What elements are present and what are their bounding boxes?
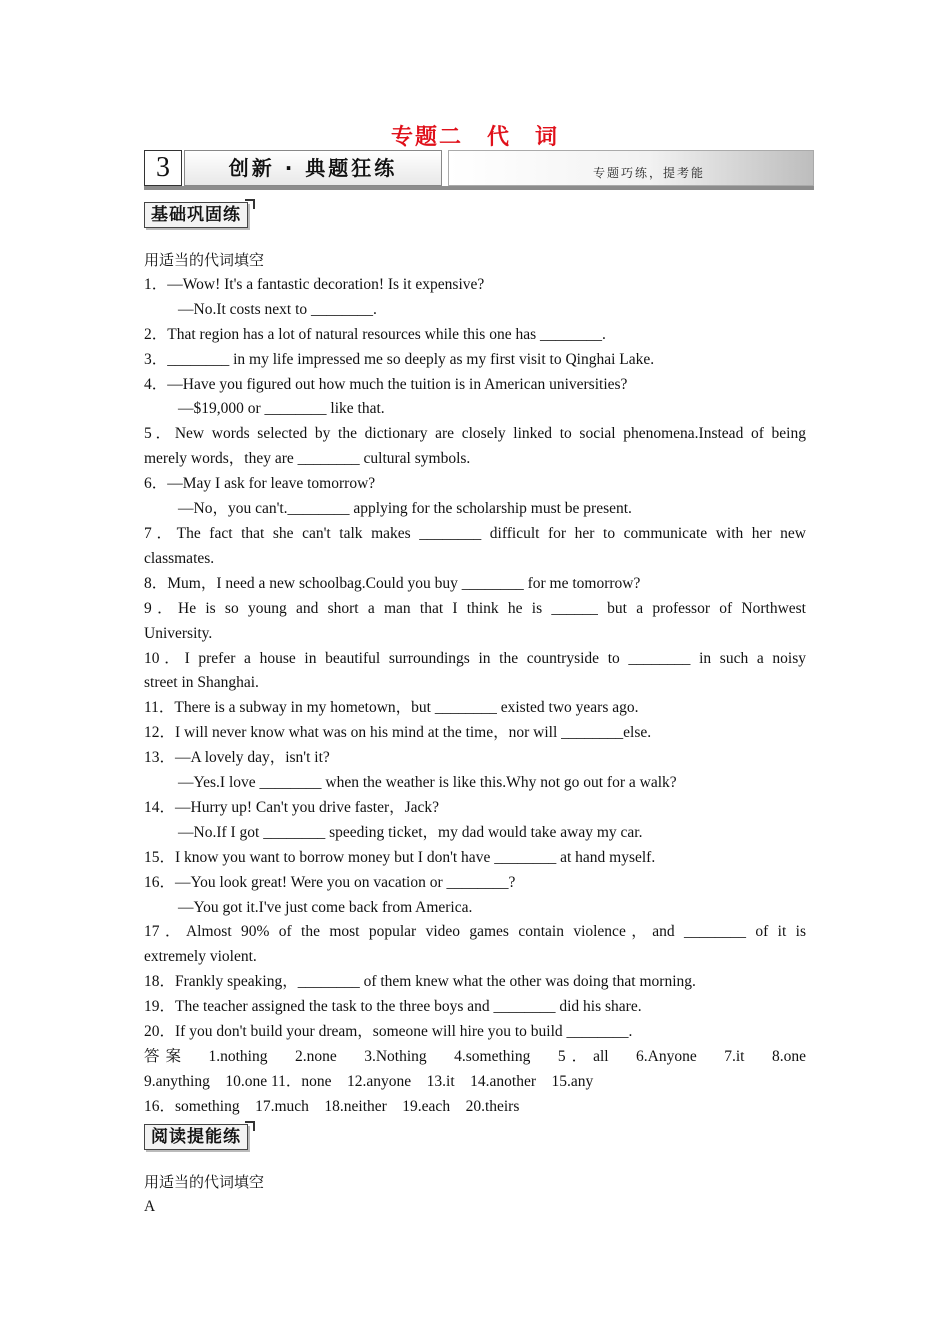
question-line: —Yes.I love ________ when the weather is like this.Why not go out for a walk? [178,774,677,792]
question-line: 5．New words selected by the dictionary are closely linked to social phenomena.Instead of being [144,425,806,443]
question-line: classmates. [144,549,215,567]
question-line: street in Shanghai. [144,674,259,692]
question-line: 10．I prefer a house in beautiful surroundings in the countryside to ________ in such a noisy [144,649,806,667]
question-line: 6．—May I ask for leave tomorrow? [144,475,376,493]
section-tag-reading [144,1124,248,1150]
question-line: University. [144,624,213,642]
question-line: —You got it.I've just come back from America. [178,898,473,916]
question-line: 8．Mum，I need a new schoolbag.Could you buy ________ for me tomorrow? [144,574,641,592]
question-line: 4．—Have you figured out how much the tuition is in American universities? [144,375,628,393]
question-line: 12．I will never know what was on his mind at the time，nor will ________else. [144,724,652,742]
question-line: 11．There is a subway in my hometown，but ________ existed two years ago. [144,699,639,717]
answer-line: 16．something 17.much 18.neither 19.each 20.theirs [144,1097,520,1115]
banner-side-label: 专题巧练，提考能 [592,166,705,180]
question-line: —No.It costs next to ________. [178,300,377,318]
corner-mark-icon [245,1121,255,1131]
answer-line: 9.anything 10.one 11．none 12.anyone 13.it 14.another 15.any [144,1072,594,1090]
question-line: 7．The fact that she can't talk makes ________ difficult for her to communicate with her new [144,524,806,542]
question-line: 2．That region has a lot of natural resources while this one has ________. [144,325,606,343]
reading-body [144,1170,806,1220]
section-banner [144,150,814,190]
question-line: 3．________ in my life impressed me so deeply as my first visit to Qinghai Lake. [144,350,655,368]
question-line: 9．He is so young and short a man that I think he is ______ but a professor of Northwest [144,599,806,617]
section-tag-label: 基础巩固练 [151,205,241,225]
question-line: 15．I know you want to borrow money but I don't have ________ at hand myself. [144,848,656,866]
question-line: 18．Frankly speaking，________ of them knew what the other was doing that morning. [144,973,696,991]
exercise-body [144,248,806,1120]
section-tag-basic [144,202,248,228]
question-line: 14．—Hurry up! Can't you drive faster，Jack? [144,798,440,816]
question-line: —$19,000 or ________ like that. [178,400,385,418]
question-line: —No，you can't.________ applying for the scholarship must be present. [178,500,632,518]
question-line: 19．The teacher assigned the task to the three boys and ________ did his share. [144,998,642,1016]
corner-mark-icon [245,199,255,209]
question-line: 16．—You look great! Were you on vacation or ________? [144,873,516,891]
question-line: 17．Almost 90% of the most popular video games contain violence，and ________ of it is [144,923,806,941]
question-line: 13．—A lovely day，isn't it? [144,749,330,767]
answer-line: 答案 1.nothing 2.none 3.Nothing 4.something 5．all 6.Anyone 7.it 8.one [144,1048,806,1065]
section-tag-label: 阅读提能练 [151,1127,241,1147]
question-line: —No.If I got ________ speeding ticket，my dad would take away my car. [178,823,643,841]
banner-main-label: 创新 · 典题狂练 [184,150,442,186]
instruction: 用适当的代词填空 [144,1173,265,1191]
question-line: 1．—Wow! It's a fantastic decoration! Is it expensive? [144,275,485,293]
passage-label: A [144,1197,156,1215]
question-line: extremely violent. [144,948,257,966]
banner-rule [144,186,814,190]
question-line: 20．If you don't build your dream，someone will hire you to build ________. [144,1023,633,1041]
banner-side-panel [448,150,814,186]
page-title: 专题二 代 词 [390,125,559,150]
banner-number: 3 [144,150,182,186]
instruction: 用适当的代词填空 [144,251,265,269]
question-line: merely words，they are ________ cultural symbols. [144,450,471,468]
